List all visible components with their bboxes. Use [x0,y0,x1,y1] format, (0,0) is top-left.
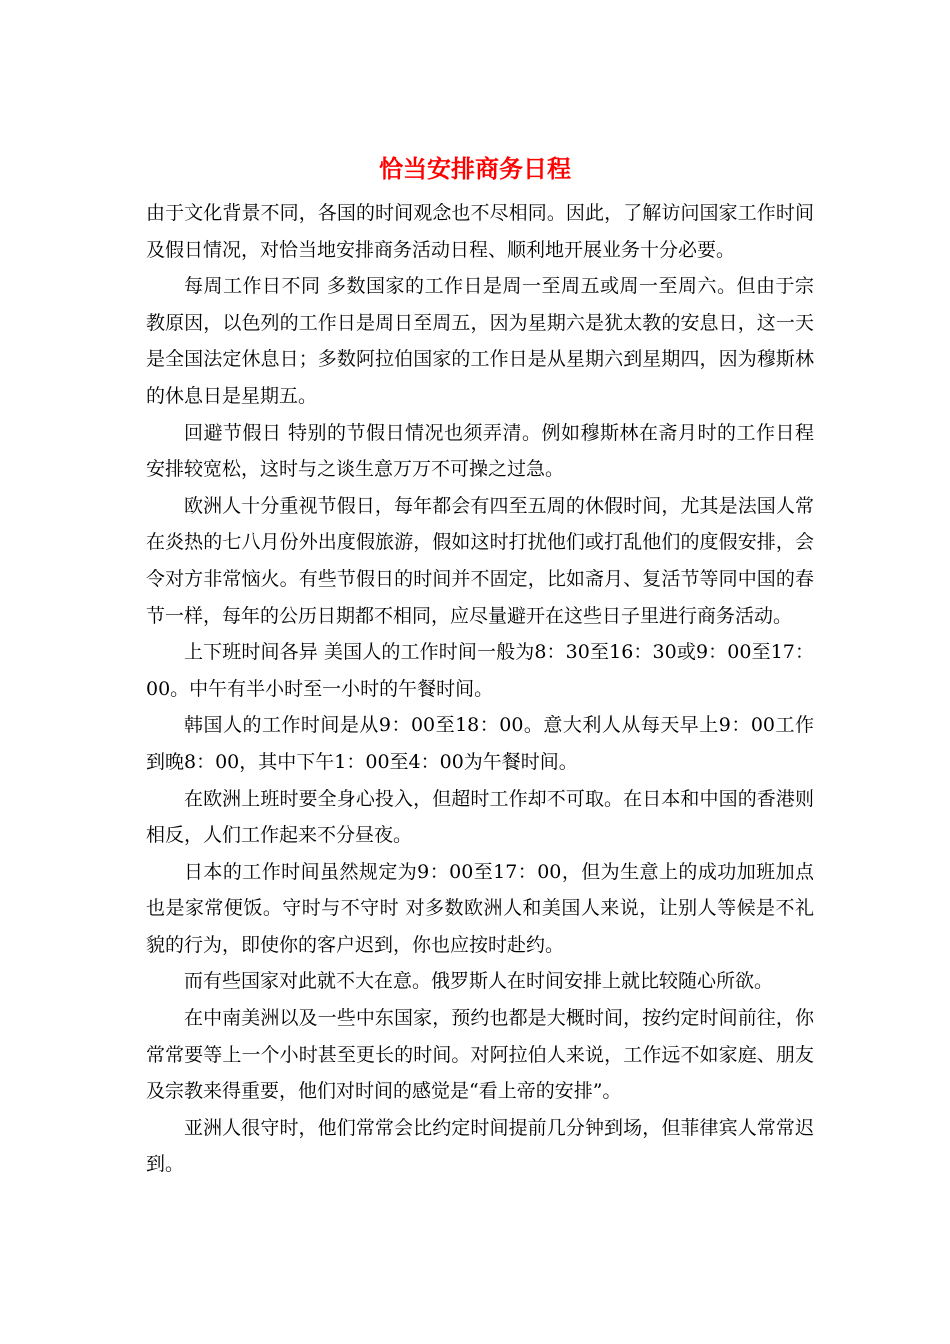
paragraph: 上下班时间各异 美国人的工作时间一般为8：30至16：30或9：00至17：00。中午有半小时至一小时的午餐时间。 [146,641,814,700]
paragraph: 在中南美洲以及一些中东国家，预约也都是大概时间，按约定时间前往，你常常要等上一个小时甚至更长的时间。对阿拉伯人来说，工作远不如家庭、朋友及宗教来得重要，他们对时间的感觉是“看上帝的安排”。 [146,1007,814,1103]
paragraph: 回避节假日 特别的节假日情况也须弄清。例如穆斯林在斋月时的工作日程安排较宽松，这时与之谈生意万万不可操之过急。 [146,421,814,481]
paragraph: 韩国人的工作时间是从9：00至18：00。意大利人从每天早上9：00工作到晚8：00，其中下午1：00至4：00为午餐时间。 [146,714,814,773]
paragraph: 而有些国家对此就不大在意。俄罗斯人在时间安排上就比较随心所欲。 [184,970,774,993]
paragraph: 由于文化背景不同，各国的时间观念也不尽相同。因此，了解访问国家工作时间及假日情况，对恰当地安排商务活动日程、顺利地开展业务十分必要。 [146,202,814,261]
paragraph: 日本的工作时间虽然规定为9：00至17：00，但为生意上的成功加班加点也是家常便饭。守时与不守时 对多数欧洲人和美国人来说，让别人等候是不礼貌的行为，即使你的客户迟到，你也应按时赴约。 [146,860,814,956]
paragraph: 欧洲人十分重视节假日，每年都会有四至五周的休假时间，尤其是法国人常在炎热的七八月份外出度假旅游，假如这时打扰他们或打乱他们的度假安排，会令对方非常恼火。有些节假日的时间并不固定，比如斋月、复活节等同中国的春节一样，每年的公历日期都不相同，应尽量避开在这些日子里进行商务活动。 [146,494,814,627]
paragraph: 在欧洲上班时要全身心投入，但超时工作却不可取。在日本和中国的香港则相反，人们工作起来不分昼夜。 [146,787,814,847]
paragraph: 亚洲人很守时，他们常常会比约定时间提前几分钟到场，但菲律宾人常常迟到。 [146,1116,814,1176]
document-title: 恰当安排商务日程 [379,155,571,183]
paragraph: 每周工作日不同 多数国家的工作日是周一至周五或周一至周六。但由于宗教原因，以色列的工作日是周日至周五，因为星期六是犹太教的安息日，这一天是全国法定休息日；多数阿拉伯国家的工作日是从星期六到星期四，因为穆斯林的休息日是星期五。 [146,275,814,407]
document-body [146,195,814,1183]
